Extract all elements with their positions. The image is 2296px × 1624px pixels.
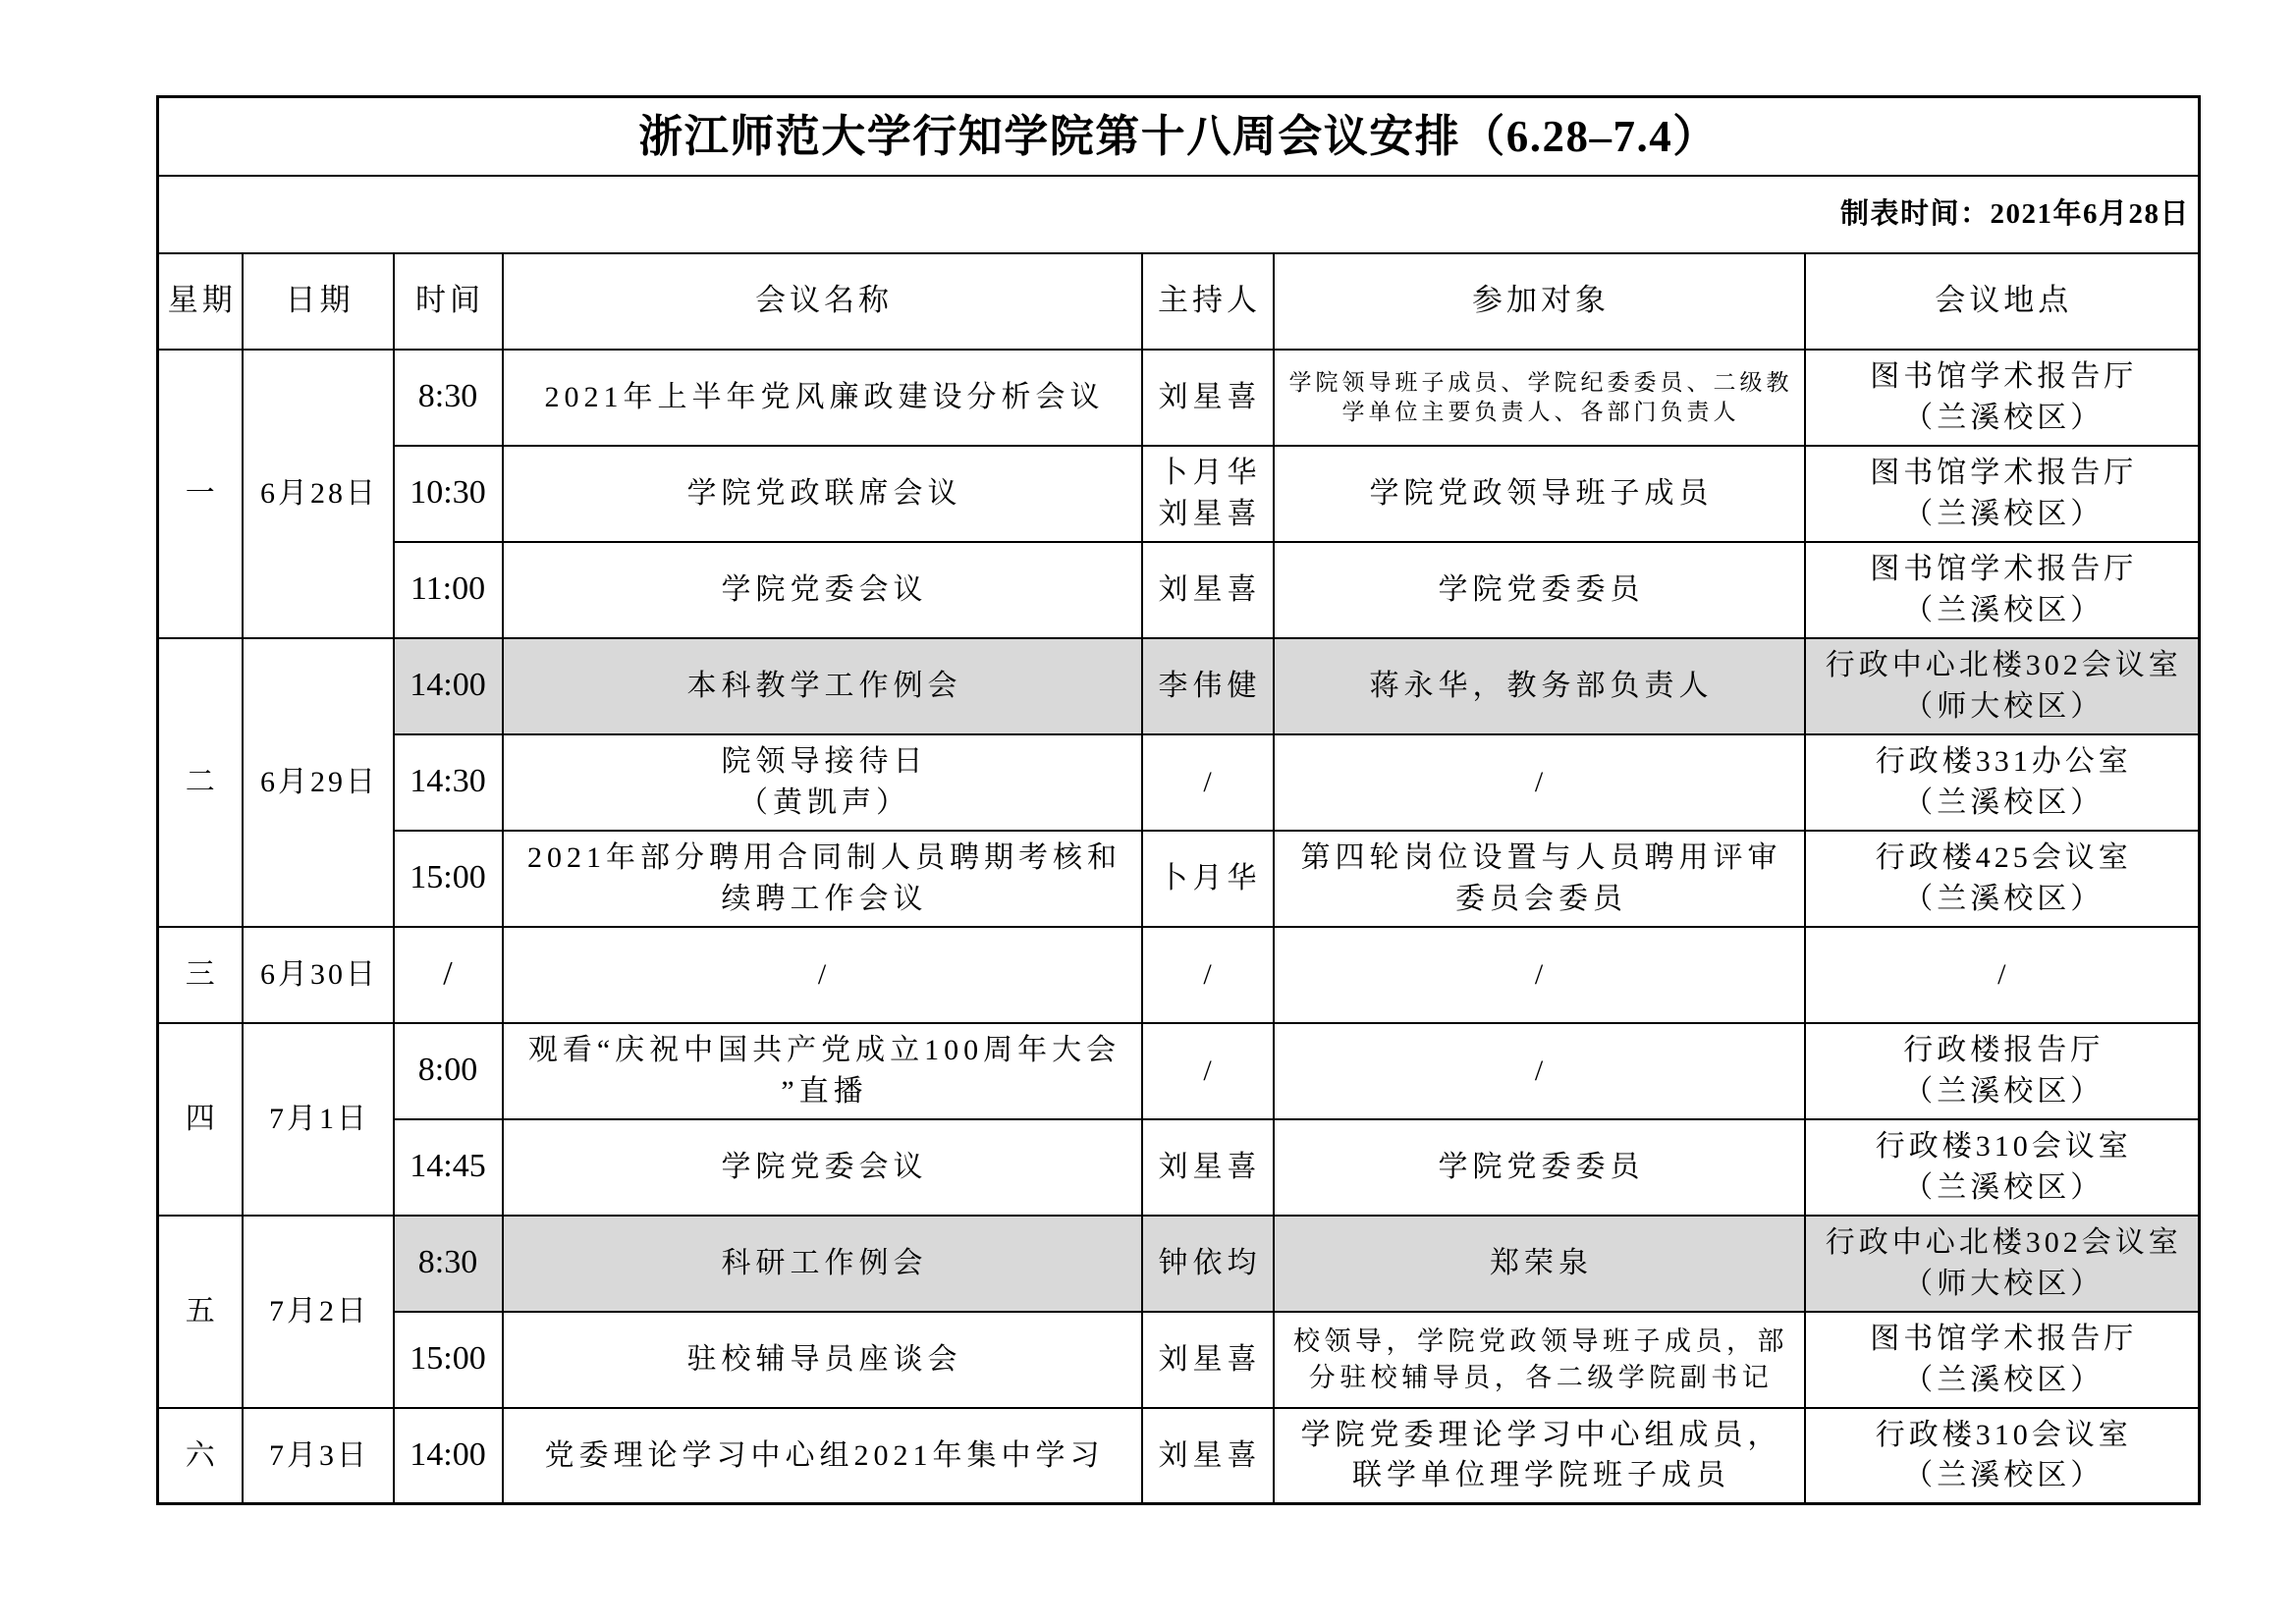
host-cell: 刘星喜 bbox=[1142, 350, 1274, 446]
host-cell: 钟依均 bbox=[1142, 1216, 1274, 1312]
location-cell bbox=[1805, 1023, 2200, 1119]
location-cell bbox=[1805, 927, 2200, 1023]
attendees-cell: / bbox=[1274, 734, 1805, 831]
host-cell: / bbox=[1142, 927, 1274, 1023]
table-row bbox=[158, 1312, 2200, 1408]
time-cell: 10:30 bbox=[394, 446, 503, 542]
attendees-cell: 学院党委委员 bbox=[1274, 1119, 1805, 1216]
meeting-name-cell: 2021年上半年党风廉政建设分析会议 bbox=[503, 350, 1142, 446]
weekday-cell: 五 bbox=[158, 1216, 243, 1408]
host-cell: 李伟健 bbox=[1142, 638, 1274, 734]
date-cell: 6月30日 bbox=[243, 927, 394, 1023]
table-row bbox=[158, 638, 2200, 734]
meeting-name-cell: / bbox=[503, 927, 1142, 1023]
time-cell: 8:30 bbox=[394, 1216, 503, 1312]
host-cell: / bbox=[1142, 1023, 1274, 1119]
location-cell bbox=[1805, 831, 2200, 927]
host-cell: / bbox=[1142, 734, 1274, 831]
header-time: 时间 bbox=[394, 253, 503, 350]
location-name: 行政楼报告厅 bbox=[1903, 1034, 2105, 1067]
location-cell bbox=[1805, 734, 2200, 831]
host-cell: 刘星喜 bbox=[1142, 1312, 1274, 1408]
meeting-name-cell: 学院党委会议 bbox=[503, 542, 1142, 638]
location-name: 图书馆学术报告厅 bbox=[1870, 553, 2138, 586]
location-campus: （兰溪校区） bbox=[1903, 593, 2105, 626]
time-cell: 14:00 bbox=[394, 1408, 503, 1504]
location-name: 行政楼425会议室 bbox=[1875, 841, 2132, 875]
made-time-row bbox=[158, 176, 2200, 253]
attendees-cell: 校领导，学院党政领导班子成员，部分驻校辅导员，各二级学院副书记 bbox=[1274, 1312, 1805, 1408]
host-cell: 卜月华 刘星喜 bbox=[1142, 446, 1274, 542]
table-row bbox=[158, 1023, 2200, 1119]
table-row bbox=[158, 542, 2200, 638]
host-cell: 刘星喜 bbox=[1142, 1119, 1274, 1216]
host-cell: 刘星喜 bbox=[1142, 1408, 1274, 1504]
location-cell bbox=[1805, 446, 2200, 542]
table-row bbox=[158, 927, 2200, 1023]
time-cell: 14:45 bbox=[394, 1119, 503, 1216]
location-campus: （兰溪校区） bbox=[1903, 1363, 2105, 1396]
table-row bbox=[158, 446, 2200, 542]
location-name: 行政中心北楼302会议室 bbox=[1825, 1226, 2182, 1260]
attendees-cell: / bbox=[1274, 1023, 1805, 1119]
header-date: 日期 bbox=[243, 253, 394, 350]
time-cell: 15:00 bbox=[394, 1312, 503, 1408]
location-name: 图书馆学术报告厅 bbox=[1870, 457, 2138, 490]
table-row bbox=[158, 350, 2200, 446]
weekday-cell: 六 bbox=[158, 1408, 243, 1504]
title-row bbox=[158, 97, 2200, 176]
meeting-name-cell: 观看“庆祝中国共产党成立100周年大会”直播 bbox=[503, 1023, 1142, 1119]
weekday-cell: 二 bbox=[158, 638, 243, 927]
header-location: 会议地点 bbox=[1805, 253, 2200, 350]
date-cell: 6月28日 bbox=[243, 350, 394, 638]
attendees-cell: 蒋永华，教务部负责人 bbox=[1274, 638, 1805, 734]
location-cell bbox=[1805, 350, 2200, 446]
location-name: / bbox=[1997, 957, 2010, 991]
location-campus: （兰溪校区） bbox=[1903, 785, 2105, 819]
location-name: 行政楼331办公室 bbox=[1875, 745, 2132, 779]
table-row bbox=[158, 831, 2200, 927]
meeting-name-cell: 院领导接待日 （黄凯声） bbox=[503, 734, 1142, 831]
attendees-cell: 学院党政领导班子成员 bbox=[1274, 446, 1805, 542]
attendees-cell: 郑荣泉 bbox=[1274, 1216, 1805, 1312]
time-cell: 14:00 bbox=[394, 638, 503, 734]
location-cell bbox=[1805, 1216, 2200, 1312]
host-cell: 刘星喜 bbox=[1142, 542, 1274, 638]
location-name: 行政中心北楼302会议室 bbox=[1825, 649, 2182, 682]
weekday-cell: 一 bbox=[158, 350, 243, 638]
meeting-name-cell: 科研工作例会 bbox=[503, 1216, 1142, 1312]
location-name: 行政楼310会议室 bbox=[1875, 1418, 2132, 1451]
time-cell: 15:00 bbox=[394, 831, 503, 927]
location-cell bbox=[1805, 1312, 2200, 1408]
table-row bbox=[158, 1216, 2200, 1312]
meeting-name-cell: 本科教学工作例会 bbox=[503, 638, 1142, 734]
header-meeting-name: 会议名称 bbox=[503, 253, 1142, 350]
location-campus: （兰溪校区） bbox=[1903, 1459, 2105, 1492]
table-made-time: 制表时间：2021年6月28日 bbox=[158, 176, 2200, 253]
header-weekday: 星期 bbox=[158, 253, 243, 350]
date-cell: 7月1日 bbox=[243, 1023, 394, 1216]
meeting-name-cell: 2021年部分聘用合同制人员聘期考核和续聘工作会议 bbox=[503, 831, 1142, 927]
header-host: 主持人 bbox=[1142, 253, 1274, 350]
header-row bbox=[158, 253, 2200, 350]
table-row bbox=[158, 734, 2200, 831]
date-cell: 6月29日 bbox=[243, 638, 394, 927]
attendees-cell: 学院党委委员 bbox=[1274, 542, 1805, 638]
meeting-name-cell: 党委理论学习中心组2021年集中学习 bbox=[503, 1408, 1142, 1504]
location-name: 图书馆学术报告厅 bbox=[1870, 360, 2138, 394]
time-cell: 11:00 bbox=[394, 542, 503, 638]
location-campus: （兰溪校区） bbox=[1903, 401, 2105, 434]
meeting-name-cell: 驻校辅导员座谈会 bbox=[503, 1312, 1142, 1408]
weekday-cell: 四 bbox=[158, 1023, 243, 1216]
meeting-name-cell: 学院党政联席会议 bbox=[503, 446, 1142, 542]
date-cell: 7月2日 bbox=[243, 1216, 394, 1408]
attendees-cell: 学院党委理论学习中心组成员， 联学单位理学院班子成员 bbox=[1274, 1408, 1805, 1504]
meeting-name-cell: 学院党委会议 bbox=[503, 1119, 1142, 1216]
location-campus: （兰溪校区） bbox=[1903, 882, 2105, 915]
weekday-cell: 三 bbox=[158, 927, 243, 1023]
meeting-schedule-table bbox=[156, 95, 2201, 1505]
location-cell bbox=[1805, 1119, 2200, 1216]
table-row bbox=[158, 1119, 2200, 1216]
location-name: 行政楼310会议室 bbox=[1875, 1130, 2132, 1164]
time-cell: 14:30 bbox=[394, 734, 503, 831]
time-cell: 8:30 bbox=[394, 350, 503, 446]
time-cell: 8:00 bbox=[394, 1023, 503, 1119]
location-cell bbox=[1805, 542, 2200, 638]
location-cell bbox=[1805, 638, 2200, 734]
header-attendees: 参加对象 bbox=[1274, 253, 1805, 350]
page-title: 浙江师范大学行知学院第十八周会议安排（6.28–7.4） bbox=[158, 97, 2200, 176]
location-campus: （师大校区） bbox=[1903, 689, 2105, 723]
location-campus: （兰溪校区） bbox=[1903, 1074, 2105, 1108]
location-campus: （兰溪校区） bbox=[1903, 1170, 2105, 1204]
location-campus: （兰溪校区） bbox=[1903, 497, 2105, 530]
attendees-cell: 学院领导班子成员、学院纪委委员、二级教学单位主要负责人、各部门负责人 bbox=[1274, 350, 1805, 446]
location-cell bbox=[1805, 1408, 2200, 1504]
time-cell: / bbox=[394, 927, 503, 1023]
attendees-cell: / bbox=[1274, 927, 1805, 1023]
attendees-cell: 第四轮岗位设置与人员聘用评审委员会委员 bbox=[1274, 831, 1805, 927]
date-cell: 7月3日 bbox=[243, 1408, 394, 1504]
location-name: 图书馆学术报告厅 bbox=[1870, 1323, 2138, 1356]
host-cell: 卜月华 bbox=[1142, 831, 1274, 927]
location-campus: （师大校区） bbox=[1903, 1267, 2105, 1300]
table-row bbox=[158, 1408, 2200, 1504]
